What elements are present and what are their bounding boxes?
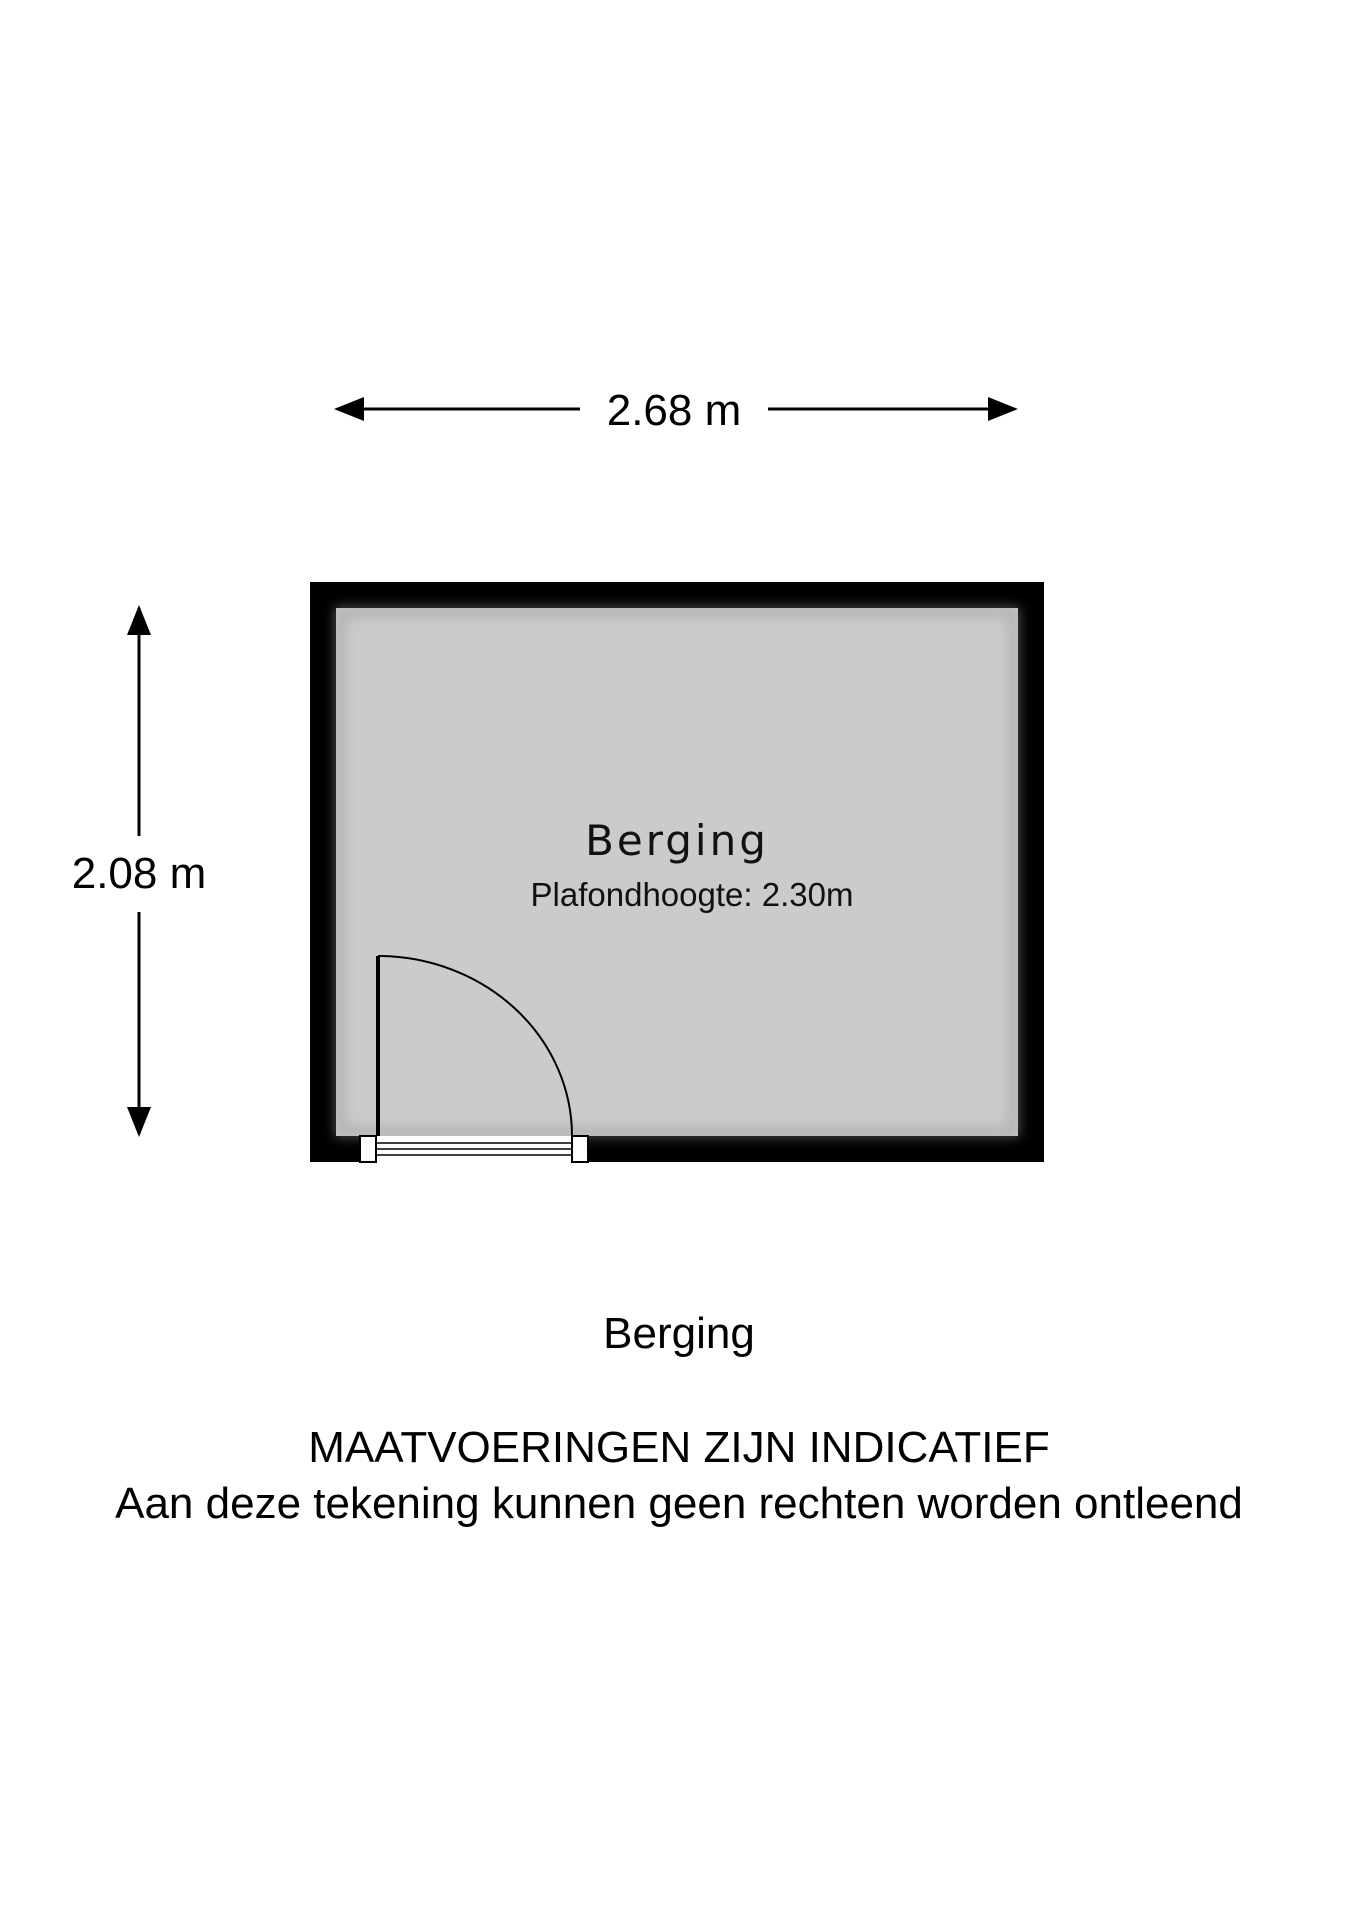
floor-caption: Berging — [603, 1309, 755, 1358]
door-frame-right — [572, 1136, 588, 1162]
disclaimer-title: MAATVOERINGEN ZIJN INDICATIEF — [308, 1423, 1050, 1472]
width-label: 2.68 m — [606, 386, 742, 435]
door-frame-left — [360, 1136, 376, 1162]
door-leaf — [376, 956, 380, 1136]
ceiling-height-label: Plafondhoogte: 2.30m — [530, 876, 854, 913]
width-dimension — [337, 386, 1015, 435]
disclaimer-text: Aan deze tekening kunnen geen rechten worden ontleend — [115, 1479, 1243, 1528]
room-name-label: Berging — [585, 816, 769, 865]
height-dimension — [72, 608, 207, 1134]
height-label: 2.08 m — [71, 849, 207, 898]
room-floor — [336, 608, 1018, 1136]
room-berging — [310, 582, 1044, 1162]
